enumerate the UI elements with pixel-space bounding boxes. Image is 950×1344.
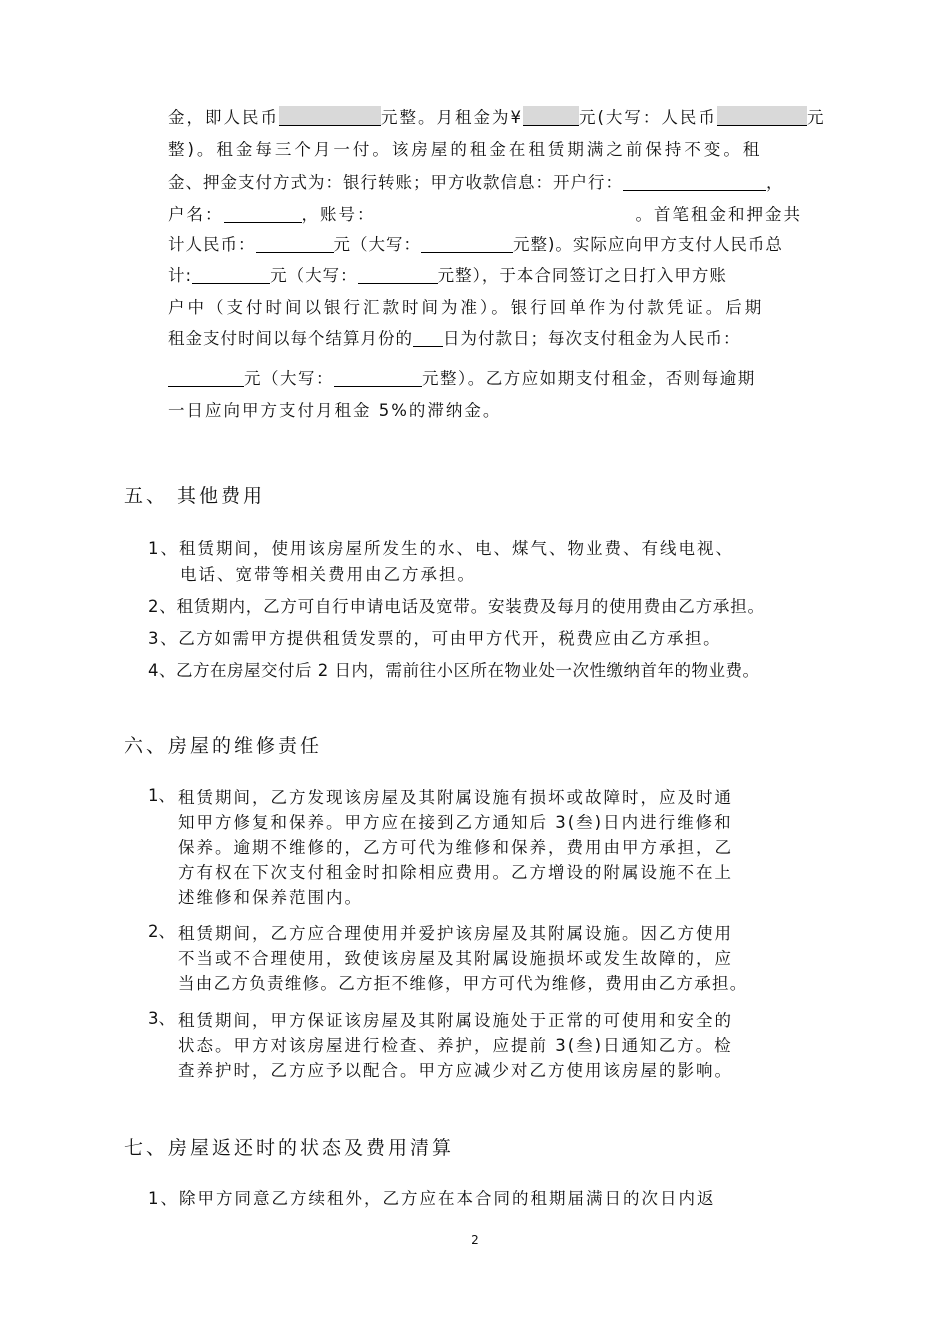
text: 金，即人民币 <box>168 108 279 127</box>
list-item-cont: 电话、宽带等相关费用由乙方承担。 <box>180 565 476 584</box>
list-item-cont: 知甲方修复和保养。甲方应在接到乙方通知后 3(叁)日内进行维修和 <box>178 813 733 832</box>
list-item: 租赁期间，甲方保证该房屋及其附属设施处于正常的可使用和安全的 <box>178 1011 733 1030</box>
para-line: 一日应向甲方支付月租金 5%的滞纳金。 <box>168 401 502 420</box>
list-item-cont: 查养护时，乙方应予以配合。甲方应减少对乙方使用该房屋的影响。 <box>178 1061 733 1080</box>
text: 元整。月租金为¥ <box>381 108 523 127</box>
text: 元整），于本合同签订之日打入甲方账 <box>437 266 727 285</box>
blank-field <box>192 264 270 284</box>
blank-field <box>168 367 244 387</box>
text: 元 <box>806 108 826 127</box>
text: 元（大写： <box>270 266 358 285</box>
text: 计: <box>168 266 193 285</box>
list-item-cont: 保养。逾期不维修的，乙方可代为维修和保养，费用由甲方承担，乙 <box>178 838 733 857</box>
para-line <box>168 106 825 130</box>
blank-field <box>256 233 334 253</box>
blank-field <box>623 171 766 191</box>
section-heading: 六、房屋的维修责任 <box>124 735 323 757</box>
blank-field <box>523 106 579 126</box>
list-item: 租赁期间，乙方发现该房屋及其附属设施有损坏或故障时，应及时通 <box>178 788 733 807</box>
text: 元（大写： <box>244 369 334 388</box>
blank-field <box>279 106 381 126</box>
text: 计人民币： <box>168 235 256 254</box>
page-number: 2 <box>471 1233 479 1247</box>
blank-field <box>717 106 807 126</box>
list-item: 3、乙方如需甲方提供租赁发票的，可由甲方代开，税费应由乙方承担。 <box>148 629 722 648</box>
para-line <box>168 264 727 288</box>
blank-field <box>224 203 302 223</box>
text: 日为付款日；每次支付租金为人民币： <box>443 329 741 348</box>
para-line: 户中（支付时间以银行汇款时间为准）。银行回单作为付款凭证。后期 <box>168 298 765 317</box>
list-item-cont: 当由乙方负责维修。乙方拒不维修，甲方可代为维修，费用由乙方承担。 <box>178 974 748 993</box>
list-item: 2、租赁期内，乙方可自行申请电话及宽带。安装费及每月的使用费由乙方承担。 <box>148 597 765 616</box>
para-line <box>168 171 784 195</box>
text: 租金支付时间以每个结算月份的 <box>168 329 413 348</box>
para-line: 整)。租金每三个月一付。该房屋的租金在租赁期满之前保持不变。租 <box>168 140 763 159</box>
list-item: 租赁期间，乙方应合理使用并爱护该房屋及其附属设施。因乙方使用 <box>178 924 733 943</box>
text: ，账号： <box>301 205 376 224</box>
blank-field <box>421 233 513 253</box>
para-line <box>168 203 802 227</box>
blank-field <box>413 327 443 347</box>
list-item: 1、除甲方同意乙方续租外，乙方应在本合同的租期届满日的次日内返 <box>148 1189 716 1208</box>
list-item-cont: 不当或不合理使用，致使该房屋及其附属设施损坏或发生故障的，应 <box>178 949 733 968</box>
para-line <box>168 327 741 351</box>
list-number: 3、 <box>148 1009 175 1028</box>
para-line <box>168 367 756 391</box>
text: 元(大写：人民币 <box>579 108 717 127</box>
list-item: 1、租赁期间，使用该房屋所发生的水、电、煤气、物业费、有线电视、 <box>148 539 734 558</box>
text: 。首笔租金和押金共 <box>635 205 802 224</box>
text: 元整)。实际应向甲方支付人民币总 <box>513 235 783 254</box>
para-line <box>168 233 783 257</box>
text: 户名： <box>168 205 224 224</box>
list-item-cont: 述维修和保养范围内。 <box>178 888 363 907</box>
blank-field <box>334 367 422 387</box>
list-item-cont: 方有权在下次支付租金时扣除相应费用。乙方增设的附属设施不在上 <box>178 863 733 882</box>
section-heading: 七、房屋返还时的状态及费用清算 <box>124 1137 455 1159</box>
list-number: 1、 <box>148 786 175 805</box>
section-heading: 五、 其他费用 <box>124 485 266 507</box>
list-item-cont: 状态。甲方对该房屋进行检查、养护，应提前 3(叁)日通知乙方。检 <box>178 1036 733 1055</box>
text: 元（大写： <box>333 235 421 254</box>
text: 元整）。乙方应如期支付租金，否则每逾期 <box>422 369 756 388</box>
blank-field <box>358 264 438 284</box>
text: ， <box>766 173 784 192</box>
list-item: 4、乙方在房屋交付后 2 日内，需前往小区所在物业处一次性缴纳首年的物业费。 <box>148 661 760 680</box>
list-number: 2、 <box>148 922 175 941</box>
text: 金、押金支付方式为：银行转账；甲方收款信息：开户行： <box>168 173 623 192</box>
